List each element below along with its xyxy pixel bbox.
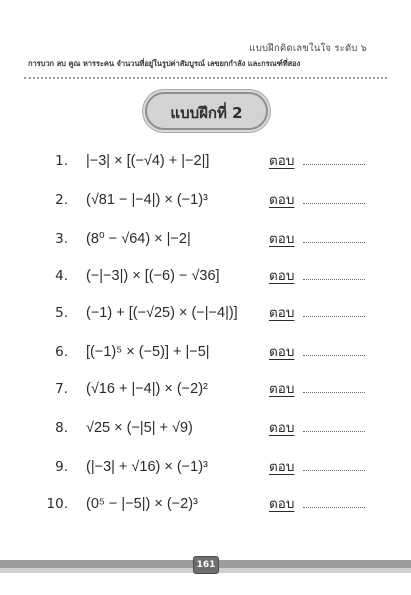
problem-expression: |−3| × [(−√4) + |−2|]: [86, 153, 210, 169]
answer-blank[interactable]: [303, 355, 365, 356]
problem-row: [0, 377, 411, 401]
problem-expression: [(−1)⁵ × (−5)] + |−5|: [86, 344, 210, 360]
problem-row: [0, 340, 411, 364]
answer-blank[interactable]: [303, 203, 365, 204]
problem-number: 7.: [55, 381, 68, 397]
problem-row: [0, 301, 411, 325]
header-title: แบบฝึกคิดเลขในใจ ระดับ ๖: [249, 43, 367, 54]
problem-expression: (−1) + [(−√25) × (−|−4|)]: [86, 305, 238, 321]
exercise-title-badge: แบบฝึกที่ 2: [145, 92, 268, 130]
problem-row: [0, 188, 411, 212]
problem-expression: (√16 + |−4|) × (−2)²: [86, 381, 208, 397]
problem-row: [0, 416, 411, 440]
problem-expression: (0⁵ − |−5|) × (−2)³: [86, 496, 198, 512]
answer-label: ตอบ: [269, 344, 295, 360]
answer-label: ตอบ: [269, 459, 295, 475]
problem-expression: (8⁰ − √64) × |−2|: [86, 231, 191, 247]
answer-label: ตอบ: [269, 305, 295, 321]
problem-number: 3.: [55, 231, 68, 247]
problem-expression: (|−3| + √16) × (−1)³: [86, 459, 208, 475]
problem-number: 5.: [55, 305, 68, 321]
problem-number: 1.: [55, 153, 68, 169]
page-number-badge: 161: [193, 556, 219, 574]
problem-expression: √25 × (−|5| + √9): [86, 420, 193, 436]
problem-number: 4.: [55, 268, 68, 284]
problem-row: [0, 492, 411, 516]
answer-blank[interactable]: [303, 507, 365, 508]
problem-number: 8.: [55, 420, 68, 436]
header-subtitle: การบวก ลบ คูณ หารระคน จำนวนที่อยู่ในรูปค่าสัมบูรณ์ เลขยกกำลัง และกรณฑ์ที่สอง: [28, 59, 301, 68]
header-divider: [24, 77, 387, 79]
problem-row: [0, 227, 411, 251]
problem-number: 9.: [55, 459, 68, 475]
answer-blank[interactable]: [303, 316, 365, 317]
answer-label: ตอบ: [269, 268, 295, 284]
problem-number: 2.: [55, 192, 68, 208]
answer-label: ตอบ: [269, 153, 295, 169]
problem-expression: (−|−3|) × [(−6) − √36]: [86, 268, 220, 284]
problem-row: [0, 455, 411, 479]
answer-label: ตอบ: [269, 420, 295, 436]
problem-row: [0, 264, 411, 288]
answer-label: ตอบ: [269, 192, 295, 208]
answer-blank[interactable]: [303, 431, 365, 432]
answer-label: ตอบ: [269, 231, 295, 247]
problem-expression: (√81 − |−4|) × (−1)³: [86, 192, 208, 208]
answer-label: ตอบ: [269, 496, 295, 512]
answer-label: ตอบ: [269, 381, 295, 397]
problem-row: [0, 149, 411, 173]
answer-blank[interactable]: [303, 392, 365, 393]
answer-blank[interactable]: [303, 164, 365, 165]
answer-blank[interactable]: [303, 242, 365, 243]
answer-blank[interactable]: [303, 470, 365, 471]
answer-blank[interactable]: [303, 279, 365, 280]
problem-number: 10.: [46, 496, 68, 512]
problem-number: 6.: [55, 344, 68, 360]
